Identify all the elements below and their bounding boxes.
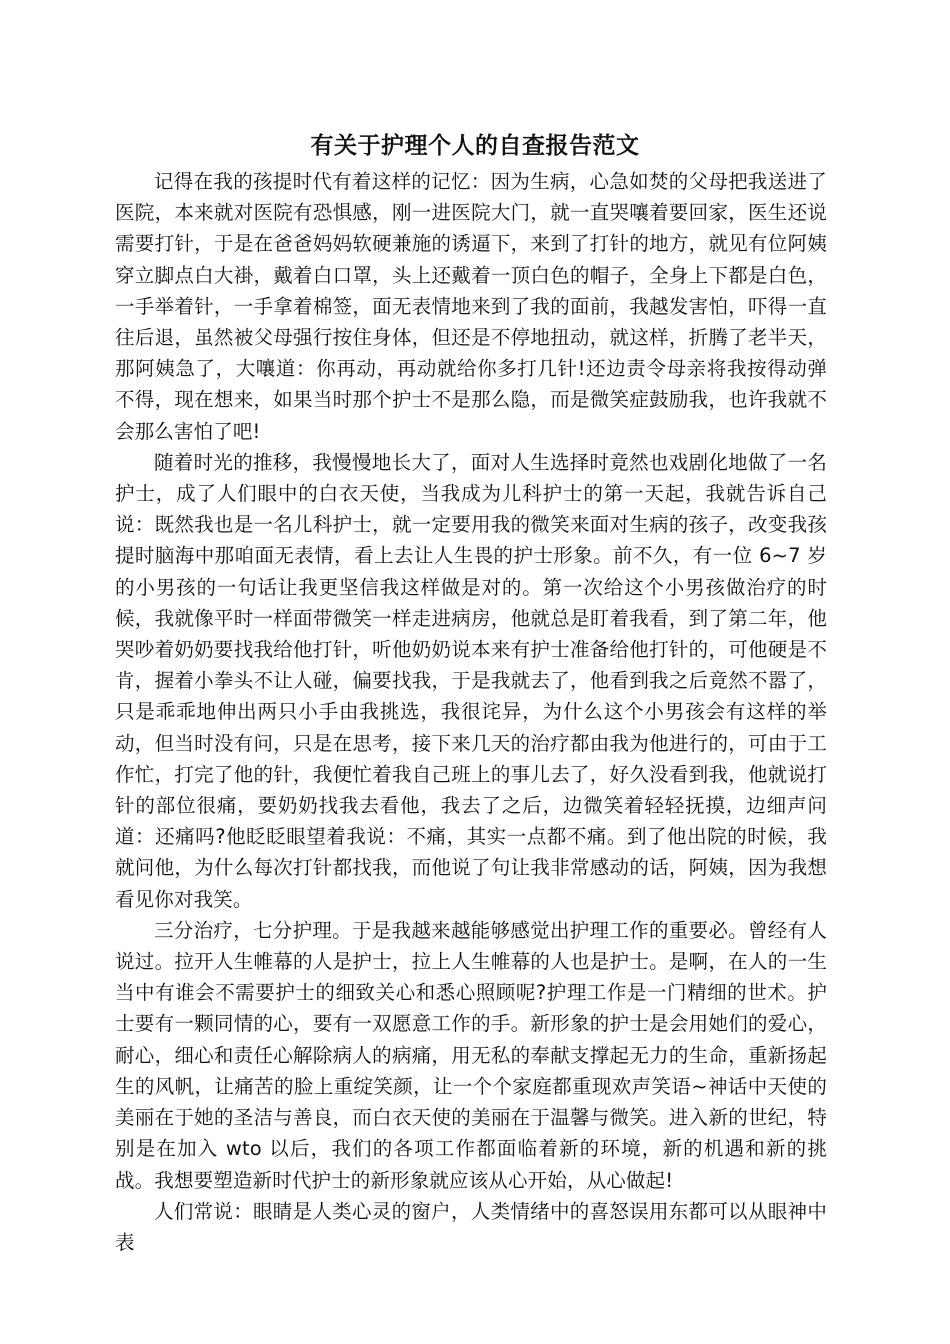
paragraph-3: 三分治疗，七分护理。于是我越来越能够感觉出护理工作的重要必。曾经有人说过。拉开人生帷幕的人是护士，拉上人生帷幕的人也是护士。是啊，在人的一生当中有谁会不需要护士的细致关心和悉心照顾呢?护理工作是一门精细的世术。护士要有一颗同情的心，要有一双愿意工作的手。新形象的护士是会用她们的爱心，耐心，细心和责任心解除病人的病痛，用无私的奉献支撑起无力的生命，重新扬起生的风帆，让痛苦的脸上重绽笑颜，让一个个家庭都重现欢声笑语~神话中天使的美丽在于她的圣洁与善良，而白衣天使的美丽在于温馨与微笑。进入新的世纪，特别是在加入 wto 以后，我们的各项工作都面临着新的环境，新的机遇和新的挑战。我想要塑造新时代护士的新形象就应该从心开始，从心做起!: [115, 918, 827, 1192]
paragraph-4: 人们常说：眼睛是人类心灵的窗户，人类情绪中的喜怒误用东都可以从眼神中表: [115, 1199, 827, 1254]
document-body: [115, 166, 827, 1258]
document-title: 有关于护理个人的自查报告范文: [310, 133, 640, 160]
paragraph-1: 记得在我的孩提时代有着这样的记忆：因为生病，心急如焚的父母把我送进了医院，本来就对医院有恐惧感，刚一进医院大门，就一直哭嚷着要回家，医生还说需要打针，于是在爸爸妈妈软硬兼施的诱逼下，来到了打针的地方，就见有位阿姨穿立脚点白大褂，戴着白口罩，头上还戴着一顶白色的帽子，全身上下都是白色，一手举着针，一手拿着棉签，面无表情地来到了我的面前，我越发害怕，吓得一直往后退，虽然被父母强行按住身体，但还是不停地扭动，就这样，折腾了老半天，那阿姨急了，大嚷道：你再动，再动就给你多打几针!还边责令母亲将我按得动弹不得，现在想来，如果当时那个护士不是那么隐，而是微笑症鼓励我，也许我就不会那么害怕了吧!: [115, 170, 827, 443]
paragraph-2: 随着时光的推移，我慢慢地长大了，面对人生选择时竟然也戏剧化地做了一名护士，成了人们眼中的白衣天使，当我成为儿科护士的第一天起，我就告诉自己说：既然我也是一名儿科护士，就一定要用我的微笑来面对生病的孩子，改变我孩提时脑海中那咱面无表情，看上去让人生畏的护士形象。前不久，有一位 6~7 岁的小男孩的一句话让我更坚信我这样做是对的。第一次给这个小男孩做治疗的时候，我就像平时一样面带微笑一样走进病房，他就总是盯着我看，到了第二年，他哭吵着奶奶要找我给他打针，听他奶奶说本来有护士准备给他打针的，可他硬是不肯，握着小拳头不让人碰，偏要找我，于是我就去了，他看到我之后竟然不嚣了，只是乖乖地伸出两只小手由我挑选，我很诧异，为什么这个小男孩会有这样的举动，但当时没有问，只是在思考，接下来几天的治疗都由我为他进行的，可由于工作忙，打完了他的针，我便忙着我自己班上的事儿去了，好久没看到我，他就说打针的部位很痛，要奶奶找我去看他，我去了之后，边微笑着轻轻抚摸，边细声问道：还痛吗?他眨眨眼望着我说：不痛，其实一点都不痛。到了他出院的时候，我就问他，为什么每次打针都找我，而他说了句让我非常感动的话，阿姨，因为我想看见你对我笑。: [115, 450, 827, 911]
